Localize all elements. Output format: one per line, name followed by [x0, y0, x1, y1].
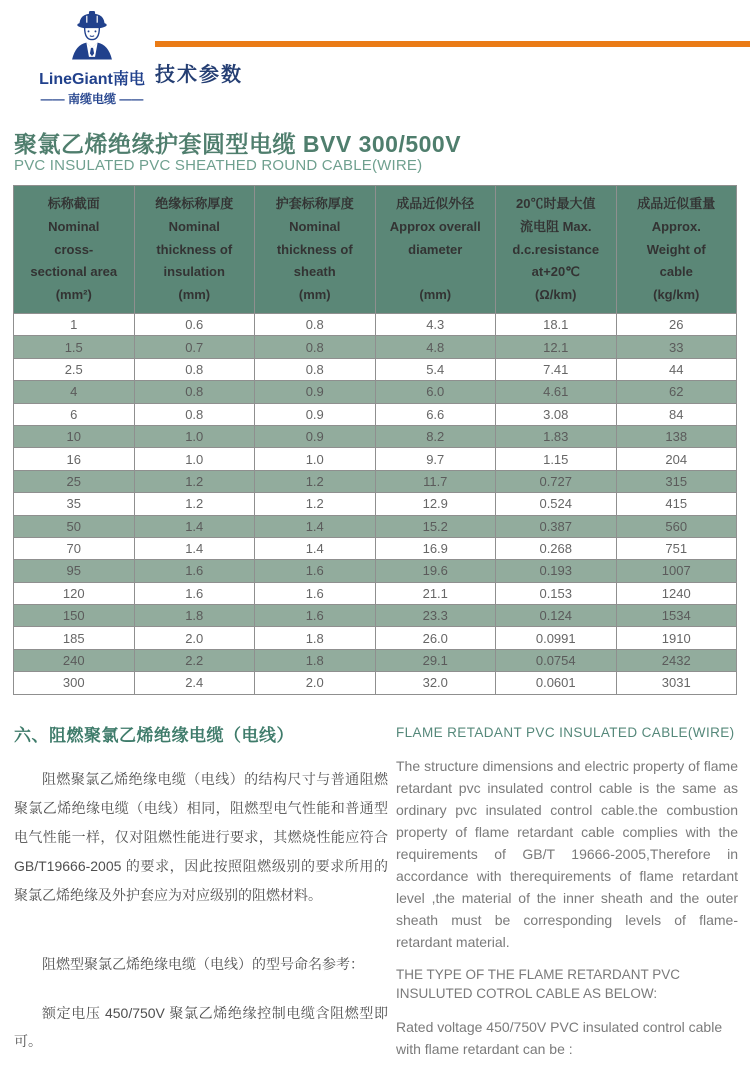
table-cell: 35: [14, 493, 135, 515]
table-cell: 1534: [616, 605, 737, 627]
table-cell: 1.2: [134, 470, 255, 492]
logo-subtitle: —— 南缆电缆 ——: [40, 92, 144, 106]
table-cell: 1.4: [134, 515, 255, 537]
spec-table-header-row: [14, 186, 737, 314]
column-header-line: thickness of: [156, 241, 233, 257]
table-cell: 12.9: [375, 493, 496, 515]
table-cell: 2.2: [134, 649, 255, 671]
column-header-line: Nominal: [168, 218, 220, 234]
table-cell: 1.2: [134, 493, 255, 515]
table-cell: 185: [14, 627, 135, 649]
column-header-line: 标称截面: [47, 196, 100, 211]
table-cell: 1: [14, 313, 135, 335]
column-header-line: (mm²): [55, 287, 92, 303]
table-cell: 4: [14, 381, 135, 403]
table-row: [14, 515, 737, 537]
column-header-line: cable: [659, 264, 693, 280]
table-cell: 1.2: [255, 470, 376, 492]
table-cell: 1.83: [496, 425, 617, 447]
table-cell: 70: [14, 537, 135, 559]
table-cell: 50: [14, 515, 135, 537]
table-row: [14, 672, 737, 694]
spec-table-body: [14, 313, 737, 694]
table-cell: 1.0: [134, 448, 255, 470]
column-header-line: d.c.resistance: [512, 241, 600, 257]
column-header: [375, 186, 496, 314]
column-header: [14, 186, 135, 314]
table-cell: 84: [616, 403, 737, 425]
table-cell: 1.4: [255, 537, 376, 559]
table-cell: 62: [616, 381, 737, 403]
table-cell: 2.0: [255, 672, 376, 694]
table-cell: 0.8: [134, 403, 255, 425]
table-cell: 44: [616, 358, 737, 380]
table-cell: 7.41: [496, 358, 617, 380]
table-cell: 25: [14, 470, 135, 492]
column-header-line: (mm): [178, 287, 211, 303]
table-cell: 6: [14, 403, 135, 425]
column-header: [134, 186, 255, 314]
table-cell: 0.8: [134, 381, 255, 403]
column-header-line: insulation: [163, 264, 225, 280]
table-cell: 1.0: [255, 448, 376, 470]
table-cell: 1.8: [255, 649, 376, 671]
table-cell: 1.6: [134, 560, 255, 582]
table-cell: 3031: [616, 672, 737, 694]
table-cell: 2.5: [14, 358, 135, 380]
table-cell: 0.8: [134, 358, 255, 380]
table-cell: 0.6: [134, 313, 255, 335]
table-cell: 0.9: [255, 381, 376, 403]
table-cell: 204: [616, 448, 737, 470]
flame-column-zh: [14, 721, 388, 1060]
column-header: [496, 186, 617, 314]
table-cell: 415: [616, 493, 737, 515]
table-cell: 1.4: [255, 515, 376, 537]
table-cell: 15.2: [375, 515, 496, 537]
table-row: [14, 649, 737, 671]
column-header-line: diameter: [408, 241, 463, 257]
table-cell: 4.8: [375, 336, 496, 358]
table-cell: 0.153: [496, 582, 617, 604]
rated-voltage-en: Rated voltage 450/750V PVC insulated control cable with flame retardant can be :: [396, 1019, 723, 1057]
table-cell: 0.387: [496, 515, 617, 537]
type-heading-en: THE TYPE OF THE FLAME RETARDANT PVC INSULUTED COTROL CABLE AS BELOW:: [396, 967, 681, 1001]
table-row: [14, 560, 737, 582]
table-cell: 0.727: [496, 470, 617, 492]
naming-reference-zh: 阻燃型聚氯乙烯绝缘电缆（电线）的型号命名参考：: [42, 956, 364, 972]
table-cell: 150: [14, 605, 135, 627]
rated-voltage-zh: 额定电压 450/750V 聚氯乙烯绝缘控制电缆含阻燃型即可。: [14, 1005, 388, 1049]
table-cell: 1910: [616, 627, 737, 649]
table-row: [14, 493, 737, 515]
table-cell: 8.2: [375, 425, 496, 447]
column-header: [255, 186, 376, 314]
table-row: [14, 336, 737, 358]
table-cell: 32.0: [375, 672, 496, 694]
table-cell: 12.1: [496, 336, 617, 358]
table-cell: 751: [616, 537, 737, 559]
table-cell: 1240: [616, 582, 737, 604]
table-cell: 1.2: [255, 493, 376, 515]
column-header-line: 成品近似外径: [396, 196, 475, 211]
table-row: [14, 448, 737, 470]
table-cell: 6.6: [375, 403, 496, 425]
table-cell: 4.3: [375, 313, 496, 335]
column-header-line: thickness of: [276, 241, 353, 257]
column-header-line: Weight of: [646, 241, 706, 257]
table-cell: 3.08: [496, 403, 617, 425]
column-header-line: 绝缘标称厚度: [155, 196, 234, 211]
table-cell: 0.524: [496, 493, 617, 515]
table-cell: 315: [616, 470, 737, 492]
flame-heading-zh: 六、阻燃聚氯乙烯绝缘电缆（电线）: [14, 726, 294, 745]
column-header-line: Nominal: [289, 218, 341, 234]
table-cell: 29.1: [375, 649, 496, 671]
table-row: [14, 470, 737, 492]
table-cell: 300: [14, 672, 135, 694]
table-cell: 33: [616, 336, 737, 358]
table-cell: 560: [616, 515, 737, 537]
table-row: [14, 403, 737, 425]
table-cell: 2.0: [134, 627, 255, 649]
table-cell: 0.8: [255, 336, 376, 358]
worker-icon: [34, 8, 150, 66]
table-row: [14, 582, 737, 604]
table-cell: 1.8: [255, 627, 376, 649]
table-cell: 0.124: [496, 605, 617, 627]
column-header-line: 护套标称厚度: [275, 196, 354, 211]
flame-paragraph-en: The structure dimensions and electric property of flame retardant pvc insulated control cable is the same as ordinary pvc insulated control cable.the combustion property of flame retardant cable complies with the requirements of GB/T 19666-2005,Therefore in accordance with therequirements of flame retardant level ,the material of the inner sheath and the outer sheath must be corresponding levels of flame-retardant material.: [396, 758, 738, 950]
table-cell: 26: [616, 313, 737, 335]
column-header-line: at+20℃: [531, 264, 580, 280]
product-title-en: PVC INSULATED PVC SHEATHED ROUND CABLE(WIRE): [14, 157, 423, 174]
table-cell: 10: [14, 425, 135, 447]
table-row: [14, 605, 737, 627]
table-row: [14, 425, 737, 447]
column-header-line: (mm): [419, 287, 452, 303]
table-cell: 0.7: [134, 336, 255, 358]
column-header-line: Approx overall: [389, 218, 481, 234]
table-cell: 0.9: [255, 425, 376, 447]
table-cell: 1.15: [496, 448, 617, 470]
table-cell: 21.1: [375, 582, 496, 604]
table-cell: 1.8: [134, 605, 255, 627]
table-cell: 0.8: [255, 358, 376, 380]
table-cell: 18.1: [496, 313, 617, 335]
table-cell: 0.8: [255, 313, 376, 335]
column-header-line: 20℃时最大值: [516, 196, 596, 211]
column-header-line: [378, 261, 494, 284]
table-cell: 0.0754: [496, 649, 617, 671]
table-cell: 5.4: [375, 358, 496, 380]
column-header: [616, 186, 737, 314]
table-cell: 95: [14, 560, 135, 582]
table-row: [14, 627, 737, 649]
flame-heading-en: FLAME RETADANT PVC INSULATED CABLE(WIRE): [396, 725, 735, 740]
product-title-zh: 聚氯乙烯绝缘护套圆型电缆 BVV 300/500V: [14, 131, 462, 157]
table-cell: 0.9: [255, 403, 376, 425]
table-row: [14, 537, 737, 559]
table-row: [14, 313, 737, 335]
table-cell: 23.3: [375, 605, 496, 627]
table-cell: 1.6: [255, 560, 376, 582]
column-header-line: sheath: [293, 264, 336, 280]
spec-table: [13, 185, 737, 695]
table-cell: 16.9: [375, 537, 496, 559]
table-cell: 120: [14, 582, 135, 604]
table-cell: 26.0: [375, 627, 496, 649]
section-label: 技术参数: [155, 64, 243, 86]
column-header-line: (mm): [298, 287, 331, 303]
table-cell: 0.0601: [496, 672, 617, 694]
flame-paragraph-zh: 阻燃聚氯乙烯绝缘电缆（电线）的结构尺寸与普通阻燃聚氯乙烯绝缘电缆（电线）相同，阻燃型电气性能和普通型电气性能一样，仅对阻燃性能进行要求，其燃烧性能应符合 GB/T19666-2005 的要求，因此按照阻燃级别的要求所用的聚氯乙烯绝缘及外护套应为对应级别的阻燃材料。: [14, 771, 388, 903]
table-cell: 1.4: [134, 537, 255, 559]
table-cell: 2.4: [134, 672, 255, 694]
table-cell: 11.7: [375, 470, 496, 492]
table-cell: 138: [616, 425, 737, 447]
table-cell: 0.0991: [496, 627, 617, 649]
table-cell: 1.6: [134, 582, 255, 604]
brand-logo: [34, 8, 150, 107]
table-cell: 1.5: [14, 336, 135, 358]
table-cell: 0.193: [496, 560, 617, 582]
column-header-line: cross-: [54, 241, 94, 257]
column-header-line: Nominal: [48, 218, 100, 234]
table-cell: 2432: [616, 649, 737, 671]
column-header-line: (kg/km): [653, 287, 700, 303]
table-cell: 6.0: [375, 381, 496, 403]
table-cell: 0.268: [496, 537, 617, 559]
table-cell: 4.61: [496, 381, 617, 403]
accent-divider-bar: [155, 41, 750, 47]
column-header-line: 流电阻 Max.: [519, 218, 592, 234]
flame-retardant-section: [14, 721, 738, 1060]
table-row: [14, 358, 737, 380]
table-cell: 16: [14, 448, 135, 470]
column-header-line: sectional area: [30, 264, 118, 280]
column-header-line: 成品近似重量: [637, 196, 716, 211]
table-cell: 1007: [616, 560, 737, 582]
flame-column-en: [396, 721, 738, 1060]
table-cell: 9.7: [375, 448, 496, 470]
logo-wordmark: LineGiant南电: [39, 71, 145, 88]
table-cell: 240: [14, 649, 135, 671]
column-header-line: Approx.: [651, 218, 701, 234]
table-cell: 19.6: [375, 560, 496, 582]
table-cell: 1.0: [134, 425, 255, 447]
table-cell: 1.6: [255, 605, 376, 627]
table-row: [14, 381, 737, 403]
column-header-line: (Ω/km): [535, 287, 577, 303]
table-cell: 1.6: [255, 582, 376, 604]
